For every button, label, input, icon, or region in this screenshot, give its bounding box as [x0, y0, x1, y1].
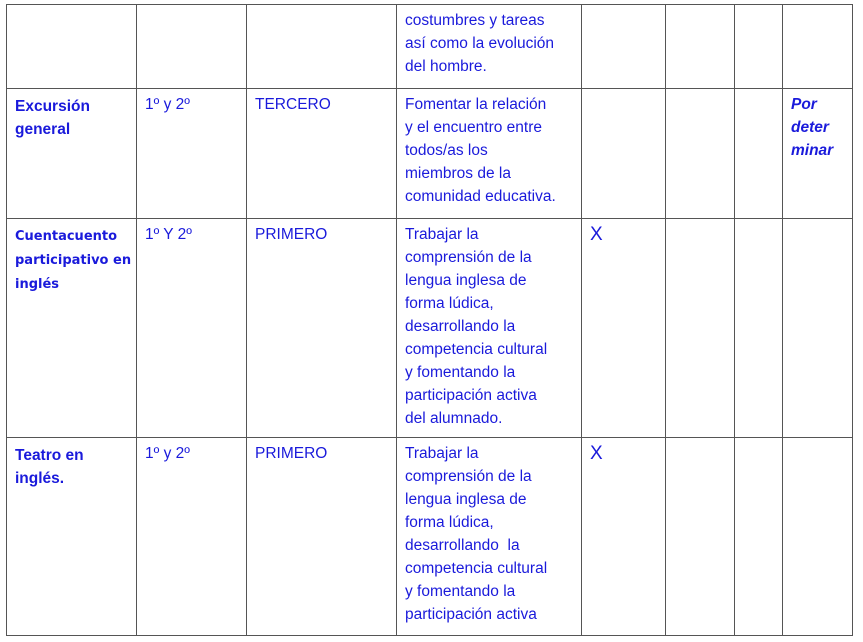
- objective-line: comunidad educativa.: [405, 188, 556, 205]
- activity-name-line: participativo en: [15, 253, 132, 268]
- activity-name-line: inglés.: [15, 470, 65, 487]
- note-line: deter: [791, 119, 829, 136]
- note-cell: [783, 89, 853, 219]
- courses-cell: [137, 5, 247, 89]
- mark-cell: [582, 438, 666, 636]
- term-cell: [247, 89, 397, 219]
- term-cell: [247, 5, 397, 89]
- empty-cell: [735, 5, 783, 89]
- objective-line: todos/as los: [405, 142, 488, 159]
- objective-line: desarrollando la: [405, 537, 520, 554]
- objective-cell: [397, 89, 582, 219]
- activity-name-line: general: [15, 121, 71, 138]
- activities-table: [6, 4, 853, 636]
- objective-line: y fomentando la: [405, 583, 516, 600]
- term-text: PRIMERO: [255, 445, 328, 462]
- empty-cell: [666, 438, 735, 636]
- objective-line: lengua inglesa de: [405, 272, 527, 289]
- term-cell: [247, 438, 397, 636]
- activity-name-cell: [7, 89, 137, 219]
- empty-cell: [735, 438, 783, 636]
- courses-cell: [137, 438, 247, 636]
- term-text: TERCERO: [255, 96, 331, 113]
- note-cell: [783, 5, 853, 89]
- objective-line: Trabajar la: [405, 445, 479, 462]
- objective-line: y fomentando la: [405, 364, 516, 381]
- objective-line: desarrollando la: [405, 318, 516, 335]
- objective-line: del hombre.: [405, 58, 487, 75]
- empty-cell: [666, 5, 735, 89]
- activity-name-cell: [7, 5, 137, 89]
- mark-x: X: [590, 443, 603, 464]
- empty-cell: [735, 89, 783, 219]
- objective-cell: [397, 5, 582, 89]
- objective-line: Trabajar la: [405, 226, 479, 243]
- note-line: minar: [791, 142, 834, 159]
- objective-cell: [397, 219, 582, 438]
- courses-text: 1º y 2º: [145, 445, 190, 462]
- mark-cell: [582, 219, 666, 438]
- objective-line: lengua inglesa de: [405, 491, 527, 508]
- objective-line: Fomentar la relación: [405, 96, 547, 113]
- objective-line: participación activa: [405, 387, 537, 404]
- mark-x: X: [590, 224, 603, 245]
- courses-cell: [137, 219, 247, 438]
- objective-line: costumbres y tareas: [405, 12, 545, 29]
- objective-line: forma lúdica,: [405, 514, 494, 531]
- activity-name-line: Teatro en: [15, 447, 84, 464]
- table-row: [7, 89, 853, 219]
- objective-line: participación activa: [405, 606, 537, 623]
- table-row: [7, 219, 853, 438]
- empty-cell: [735, 219, 783, 438]
- objective-line: comprensión de la: [405, 468, 532, 485]
- courses-text: 1º Y 2º: [145, 226, 192, 243]
- note-cell: [783, 438, 853, 636]
- activity-name-line: Excursión: [15, 98, 90, 115]
- activity-name-line: Cuentacuento: [15, 229, 118, 244]
- mark-cell: [582, 89, 666, 219]
- note-line: Por: [791, 96, 817, 113]
- term-text: PRIMERO: [255, 226, 328, 243]
- courses-text: 1º y 2º: [145, 96, 190, 113]
- empty-cell: [666, 89, 735, 219]
- activity-name-cell: [7, 219, 137, 438]
- activity-name-line: inglés: [15, 277, 60, 292]
- note-cell: [783, 219, 853, 438]
- mark-cell: [582, 5, 666, 89]
- table-row: [7, 5, 853, 89]
- courses-cell: [137, 89, 247, 219]
- objective-line: y el encuentro entre: [405, 119, 543, 136]
- activity-name-cell: [7, 438, 137, 636]
- objective-line: así como la evolución: [405, 35, 555, 52]
- table-row: [7, 438, 853, 636]
- objective-line: forma lúdica,: [405, 295, 494, 312]
- objective-cell: [397, 438, 582, 636]
- objective-line: competencia cultural: [405, 560, 548, 577]
- empty-cell: [666, 219, 735, 438]
- objective-line: del alumnado.: [405, 410, 503, 427]
- objective-line: comprensión de la: [405, 249, 532, 266]
- objective-line: miembros de la: [405, 165, 511, 182]
- objective-line: competencia cultural: [405, 341, 548, 358]
- term-cell: [247, 219, 397, 438]
